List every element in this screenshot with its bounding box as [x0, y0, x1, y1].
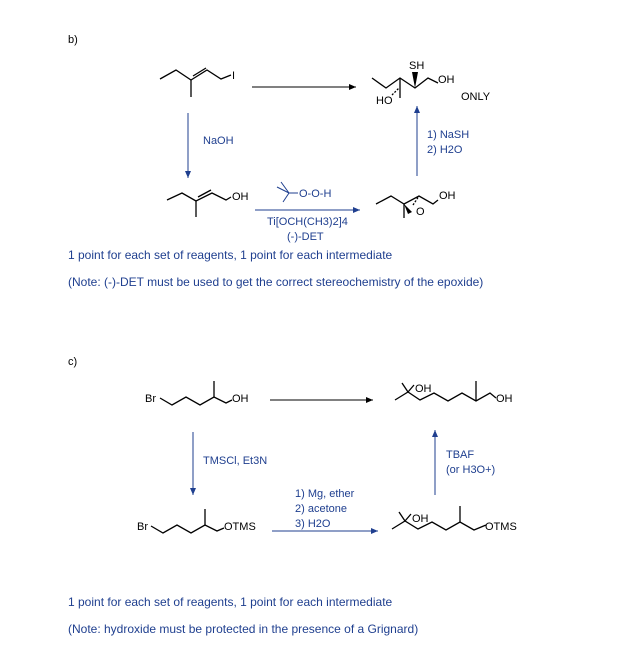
c-intermediate-molecule	[392, 506, 517, 533]
b-allylic-alcohol	[167, 190, 249, 217]
b-epoxide	[376, 190, 456, 218]
c-start-oh: OH	[232, 393, 249, 405]
c-protected-otms: OTMS	[224, 521, 256, 533]
b-epoxide-o: O	[416, 206, 425, 218]
c-start-molecule	[145, 381, 249, 405]
b-epoxide-oh: OH	[439, 190, 456, 202]
b-product-oh: OH	[438, 74, 455, 86]
b-allylic-oh: OH	[232, 191, 249, 203]
c-intermediate-oh: OH	[412, 513, 429, 525]
b-product-sh: SH	[409, 60, 425, 72]
b-step3-reagent-1: 1) NaSH	[427, 129, 470, 141]
c-scoring-note: 1 point for each set of reagents, 1 point for each intermediate	[68, 595, 393, 609]
c-tbaf-alt: (or H3O+)	[446, 464, 496, 476]
part-c-label: c)	[68, 356, 78, 368]
b-start-iodine: I	[232, 70, 236, 82]
part-b-label: b)	[68, 34, 78, 46]
b-naoh-reagent: NaOH	[203, 135, 234, 147]
c-product-oh-left: OH	[415, 383, 432, 395]
c-grignard-step-3: 3) H2O	[295, 518, 331, 530]
b-ligand-label: (-)-DET	[287, 231, 324, 243]
c-product-molecule	[395, 381, 513, 405]
c-protected-molecule	[137, 509, 256, 533]
b-start-molecule	[160, 68, 235, 97]
b-catalyst-label: Ti[OCH(CH3)2]4	[267, 216, 348, 228]
b-scoring-note: 1 point for each set of reagents, 1 point for each intermediate	[68, 248, 393, 262]
b-product-ho: HO	[376, 95, 393, 107]
c-tbaf-reagent: TBAF	[446, 449, 475, 461]
c-product-oh-right: OH	[496, 393, 513, 405]
c-intermediate-otms: OTMS	[485, 521, 517, 533]
b-only-label: ONLY	[461, 91, 491, 103]
b-oxidant-label: O-O-H	[299, 188, 332, 200]
c-start-br: Br	[145, 393, 156, 405]
b-note: (Note: (-)-DET must be used to get the correct stereochemistry of the epoxide)	[68, 275, 484, 289]
c-tmscl-reagent: TMSCl, Et3N	[203, 455, 268, 467]
c-protected-br: Br	[137, 521, 148, 533]
b-tbhp-reagent	[277, 182, 331, 202]
c-grignard-step-2: 2) acetone	[295, 503, 347, 515]
b-product-molecule	[372, 60, 455, 107]
c-note: (Note: hydroxide must be protected in the presence of a Grignard)	[68, 622, 419, 636]
b-step3-reagent-2: 2) H2O	[427, 144, 463, 156]
c-grignard-step-1: 1) Mg, ether	[295, 488, 355, 500]
